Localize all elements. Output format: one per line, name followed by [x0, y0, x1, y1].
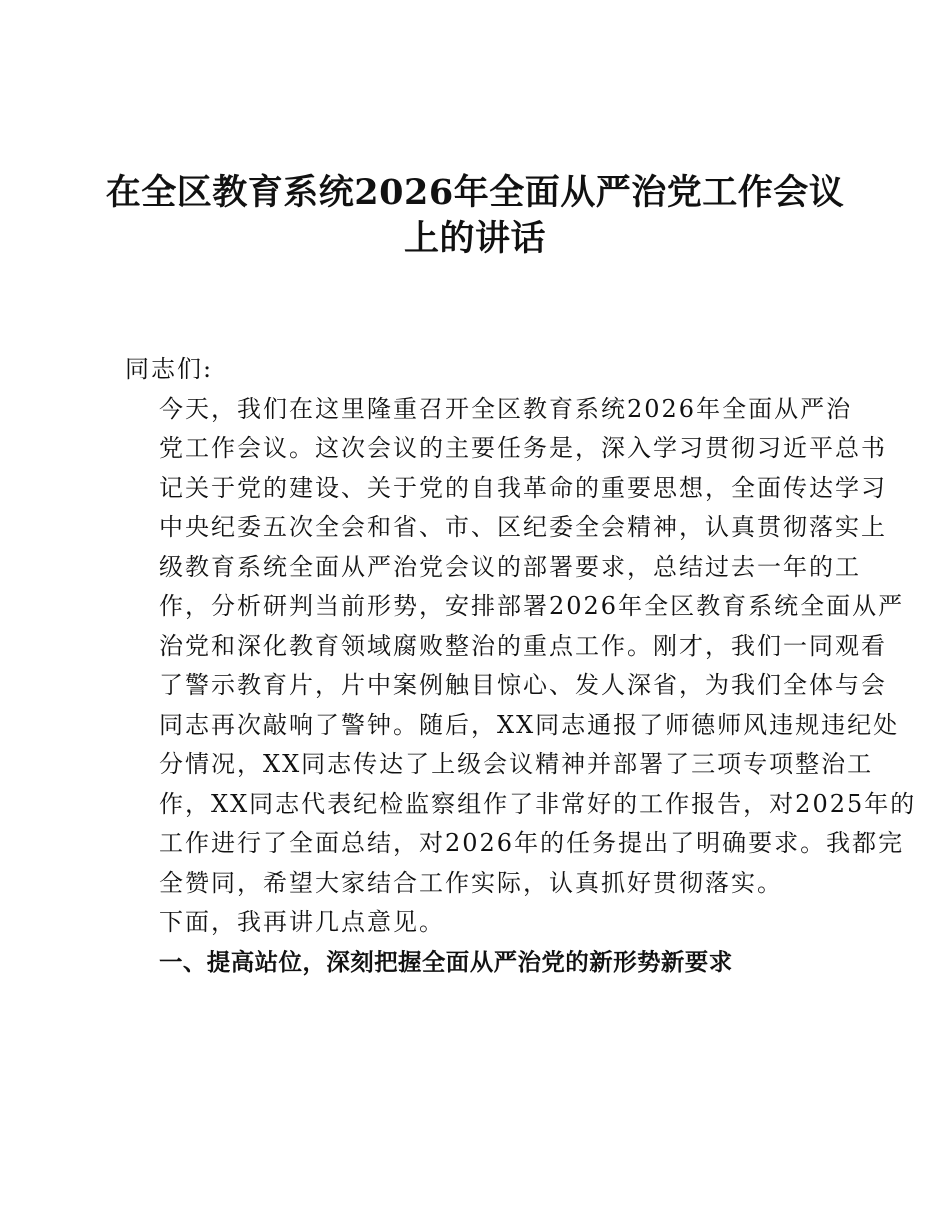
paragraph-line: 党工作会议。这次会议的主要任务是，深入学习贯彻习近平总书 [159, 434, 887, 462]
paragraph-line: 下面，我再讲几点意见。 [159, 908, 445, 936]
paragraph-line: 全赞同，希望大家结合工作实际，认真抓好贯彻落实。 [159, 868, 783, 897]
paragraph-line: 了警示教育片，片中案例触目惊心、发人深省，为我们全体与会 [159, 671, 887, 699]
paragraph-line: 级教育系统全面从严治党会议的部署要求，总结过去一年的工 [159, 552, 861, 581]
paragraph-line: 记关于党的建设、关于党的自我革命的重要思想，全面传达学习 [159, 473, 887, 502]
paragraph-line: 作，分析研判当前形势，安排部署2026年全区教育系统全面从严 [159, 592, 905, 620]
salutation: 同志们: [125, 355, 214, 383]
paragraph-line: 分情况，XX同志传达了上级会议精神并部署了三项专项整治工 [159, 750, 874, 778]
paragraph-line: 中央纪委五次全会和省、市、区纪委全会精神，认真贯彻落实上 [159, 513, 887, 541]
paragraph-line: 治党和深化教育领域腐败整治的重点工作。刚才，我们一同观看 [159, 631, 887, 660]
document-title-line-1: 在全区教育系统2026年全面从严治党工作会议 [105, 172, 845, 213]
paragraph-line: 今天，我们在这里隆重召开全区教育系统2026年全面从严治 [159, 394, 853, 423]
document-title-line-2: 上的讲话 [403, 218, 546, 259]
document-body [125, 350, 917, 982]
section-heading-1: 一、提高站位，深刻把握全面从严治党的新形势新要求 [159, 947, 733, 976]
document-title [100, 170, 850, 262]
paragraph-line: 工作进行了全面总结，对2026年的任务提出了明确要求。我都完 [159, 829, 905, 857]
paragraph-line: 同志再次敲响了警钟。随后，XX同志通报了师德师风违规违纪处 [159, 710, 900, 739]
transition-paragraph [125, 903, 837, 943]
opening-paragraph [125, 390, 917, 904]
paragraph-line: 作，XX同志代表纪检监察组作了非常好的工作报告，对2025年的 [159, 789, 917, 818]
